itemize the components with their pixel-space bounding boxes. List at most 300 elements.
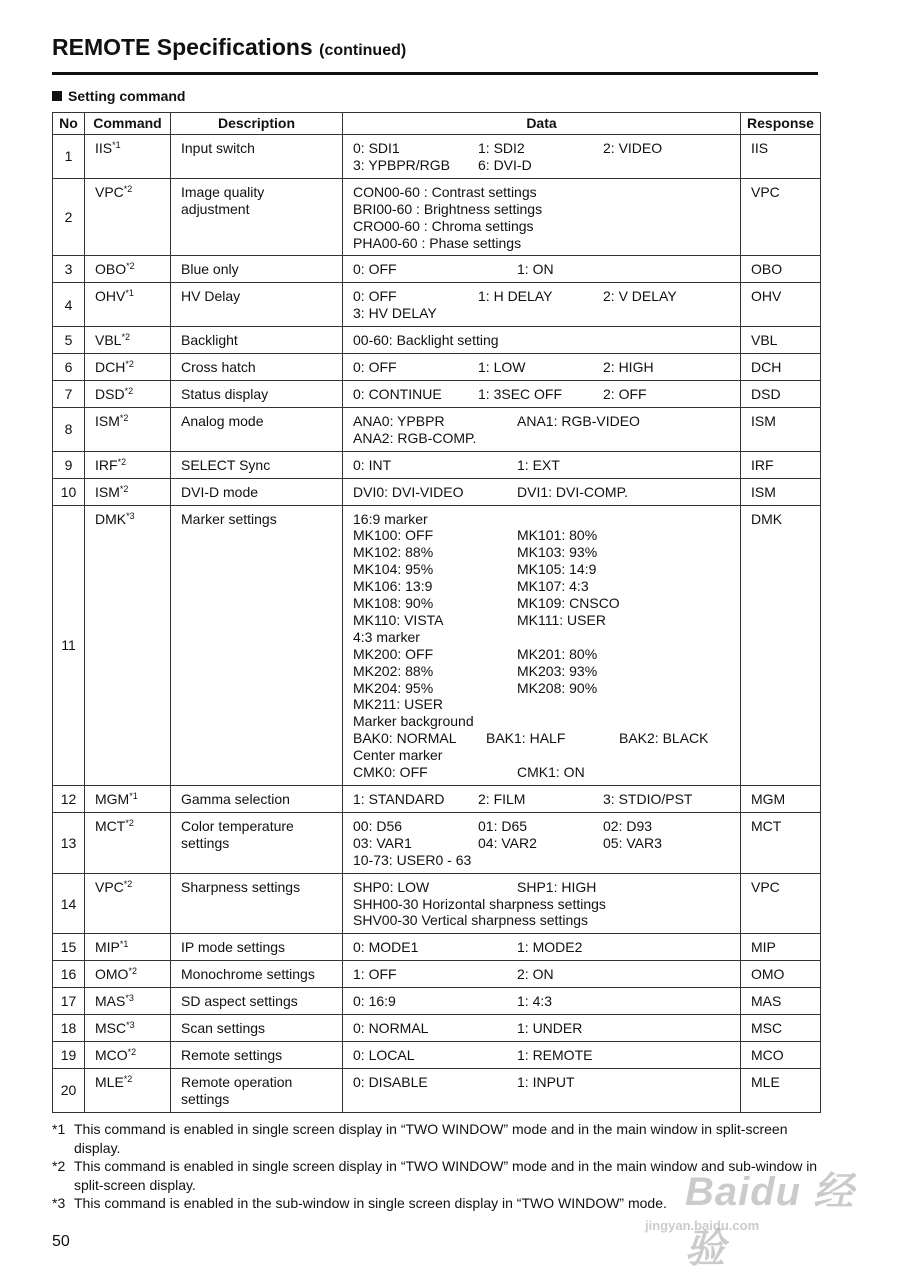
data-line: ANA2: RGB-COMP.	[353, 429, 477, 446]
footnote-ref: *1	[112, 140, 121, 150]
row-number: 5	[53, 327, 85, 354]
footnote-ref: *2	[125, 359, 134, 370]
description-line: HV Delay	[181, 288, 241, 305]
header-response: Response	[741, 113, 821, 135]
data-cell	[343, 407, 741, 451]
response-cell: VPC	[741, 873, 821, 934]
square-bullet-icon	[52, 91, 62, 101]
footnote-ref: *2	[123, 878, 133, 889]
data-value: CMK0: OFF	[353, 764, 428, 781]
data-value: 0: INT	[353, 456, 392, 473]
table-row	[53, 812, 821, 873]
command-cell	[85, 380, 171, 407]
data-cell	[343, 786, 741, 813]
row-number: 6	[53, 354, 85, 381]
data-value: 1: MODE2	[517, 939, 583, 956]
command-cell	[85, 505, 171, 786]
data-line	[353, 1074, 740, 1091]
row-number: 9	[53, 451, 85, 478]
command-code: VBL	[95, 332, 122, 349]
description-line: adjustment	[181, 200, 250, 217]
data-line: 00-60: Backlight setting	[353, 332, 499, 349]
table-row	[53, 256, 821, 283]
data-line: MK211: USER	[353, 696, 443, 713]
table-row	[53, 1015, 821, 1042]
data-cell	[343, 505, 741, 786]
data-value: MK105: 14:9	[517, 561, 597, 578]
data-line	[353, 818, 740, 835]
footnote	[52, 1120, 820, 1157]
command-code: IIS	[95, 140, 113, 156]
description-line: Color temperature	[181, 817, 294, 834]
data-line	[353, 288, 740, 305]
data-value: 1: 3SEC OFF	[478, 385, 563, 402]
data-line	[353, 966, 740, 983]
data-value: 0: SDI1	[353, 140, 400, 156]
row-number: 15	[53, 934, 85, 961]
footnote-mark: *2	[52, 1158, 66, 1174]
description-line: Input switch	[181, 140, 255, 156]
setting-command-table	[52, 112, 821, 1113]
data-value: 0: NORMAL	[353, 1020, 429, 1037]
data-value: MK108: 90%	[353, 595, 434, 612]
section-heading-text: Setting command	[68, 88, 186, 104]
command-cell	[85, 873, 171, 934]
data-value: 1: UNDER	[517, 1020, 583, 1037]
data-cell	[343, 380, 741, 407]
data-cell	[343, 478, 741, 505]
data-line: 3: HV DELAY	[353, 305, 437, 322]
page-title-text: REMOTE Specifications	[52, 34, 313, 60]
data-line: Marker background	[353, 713, 474, 730]
row-number: 3	[53, 256, 85, 283]
data-line: Center marker	[353, 747, 443, 764]
description-line: SD aspect settings	[181, 993, 298, 1010]
table-row	[53, 1068, 821, 1112]
command-code: ISM	[95, 412, 120, 429]
command-cell	[85, 283, 171, 327]
data-value: MK107: 4:3	[517, 578, 589, 595]
data-cell	[343, 1068, 741, 1112]
data-value: 0: OFF	[353, 261, 397, 278]
table-row	[53, 135, 821, 179]
page-number: 50	[52, 1233, 70, 1250]
data-value: 03: VAR1	[353, 834, 412, 851]
row-number: 8	[53, 407, 85, 451]
row-number: 11	[53, 505, 85, 786]
command-cell	[85, 1068, 171, 1112]
command-cell	[85, 988, 171, 1015]
footnote-ref: *2	[117, 456, 127, 467]
footnote-mark: *3	[52, 1195, 66, 1211]
data-cell	[343, 283, 741, 327]
footnote-ref: *1	[125, 288, 134, 299]
footnote-ref: *2	[119, 483, 129, 494]
row-number: 7	[53, 380, 85, 407]
data-cell	[343, 1041, 741, 1068]
description-line: Remote operation	[181, 1073, 293, 1090]
data-cell	[343, 451, 741, 478]
command-code: OHV	[95, 288, 126, 305]
command-code: DMK	[95, 510, 127, 527]
data-value: 1: INPUT	[517, 1073, 575, 1090]
data-line	[353, 764, 740, 781]
data-value: 1: H DELAY	[478, 288, 553, 305]
response-cell: MCT	[741, 812, 821, 873]
command-code: IRF	[95, 456, 118, 473]
response-cell: DCH	[741, 354, 821, 381]
data-cell	[343, 327, 741, 354]
description-cell	[171, 812, 343, 873]
description-cell	[171, 961, 343, 988]
row-number: 2	[53, 178, 85, 256]
data-line	[353, 157, 740, 174]
description-line: settings	[181, 834, 230, 851]
description-line: Sharpness settings	[181, 878, 301, 895]
data-value: CMK1: ON	[517, 764, 585, 781]
table-row	[53, 873, 821, 934]
footnote-ref: *2	[123, 1073, 133, 1084]
footnote-ref: *3	[126, 510, 135, 521]
table-row	[53, 478, 821, 505]
description-line: DVI-D mode	[181, 483, 259, 500]
row-number: 16	[53, 961, 85, 988]
data-value: MK208: 90%	[517, 679, 598, 696]
command-cell	[85, 135, 171, 179]
row-number: 20	[53, 1068, 85, 1112]
response-cell: IRF	[741, 451, 821, 478]
response-cell: MIP	[741, 934, 821, 961]
footnote-ref: *2	[123, 183, 133, 194]
table-row	[53, 934, 821, 961]
response-cell: MSC	[741, 1015, 821, 1042]
data-line	[353, 484, 740, 501]
response-cell: MCO	[741, 1041, 821, 1068]
data-value: 02: D93	[603, 817, 653, 834]
data-value: 0: MODE1	[353, 939, 419, 956]
description-cell	[171, 135, 343, 179]
data-line: SHH00-30 Horizontal sharpness settings	[353, 895, 606, 912]
data-value: 6: DVI-D	[478, 156, 532, 173]
description-line: Marker settings	[181, 510, 277, 527]
data-line	[353, 413, 740, 430]
row-number: 17	[53, 988, 85, 1015]
data-value: 01: D65	[478, 817, 528, 834]
data-line	[353, 386, 740, 403]
data-line	[353, 791, 740, 808]
data-value: 3: STDIO/PST	[603, 791, 693, 807]
data-value: MK104: 95%	[353, 561, 434, 578]
data-value: DVI1: DVI-COMP.	[517, 483, 628, 500]
data-line	[353, 1047, 740, 1064]
table-row	[53, 451, 821, 478]
description-line: settings	[181, 1090, 230, 1107]
description-line: IP mode settings	[181, 939, 286, 956]
data-value: 1: REMOTE	[517, 1046, 593, 1063]
description-line: Analog mode	[181, 412, 264, 429]
data-line: CRO00-60 : Chroma settings	[353, 217, 534, 234]
footnote-ref: *2	[124, 385, 134, 396]
table-body	[53, 135, 821, 1113]
data-value: MK102: 88%	[353, 544, 434, 561]
data-line: BRI00-60 : Brightness settings	[353, 200, 543, 217]
data-value: 0: LOCAL	[353, 1046, 415, 1063]
response-cell: DSD	[741, 380, 821, 407]
data-cell	[343, 961, 741, 988]
command-code: MGM	[95, 791, 130, 807]
data-value: 2: ON	[517, 966, 554, 983]
data-value: MK103: 93%	[517, 544, 598, 561]
row-number: 19	[53, 1041, 85, 1068]
data-line	[353, 835, 740, 852]
command-code: OBO	[95, 261, 127, 278]
row-number: 4	[53, 283, 85, 327]
data-cell	[343, 1015, 741, 1042]
data-value: 05: VAR3	[603, 834, 662, 851]
data-value: 2: FILM	[478, 791, 526, 807]
response-cell: MAS	[741, 988, 821, 1015]
command-cell	[85, 1015, 171, 1042]
table-row	[53, 786, 821, 813]
data-value: 00: D56	[353, 817, 403, 834]
data-line	[353, 879, 740, 896]
data-value: ANA0: YPBPR	[353, 412, 445, 429]
description-cell	[171, 478, 343, 505]
row-number: 12	[53, 786, 85, 813]
command-cell	[85, 451, 171, 478]
data-line	[353, 544, 740, 561]
command-cell	[85, 354, 171, 381]
description-line: Monochrome settings	[181, 966, 315, 983]
footnote-ref: *2	[128, 966, 137, 977]
data-line	[353, 730, 740, 747]
header-command: Command	[85, 113, 171, 135]
data-value: MK109: CNSCO	[517, 595, 620, 612]
description-line: Image quality	[181, 183, 265, 200]
data-line	[353, 561, 740, 578]
footnote-text: This command is enabled in the sub-window in single screen display in “TWO WINDOW” mode.	[74, 1195, 667, 1211]
data-value: 1: STANDARD	[353, 791, 445, 807]
description-line: Remote settings	[181, 1046, 283, 1063]
response-cell: ISM	[741, 478, 821, 505]
data-line	[353, 261, 740, 278]
response-cell: OMO	[741, 961, 821, 988]
data-cell	[343, 354, 741, 381]
description-cell	[171, 1041, 343, 1068]
footnote-ref: *2	[121, 332, 130, 343]
command-cell	[85, 934, 171, 961]
description-line: SELECT Sync	[181, 456, 271, 473]
description-cell	[171, 283, 343, 327]
command-code: MAS	[95, 993, 126, 1010]
description-line: Scan settings	[181, 1020, 266, 1037]
data-line	[353, 595, 740, 612]
watermark-logo: Baidu 经验	[685, 1170, 855, 1271]
data-value: MK111: USER	[517, 611, 606, 628]
data-value: 3: YPBPR/RGB	[353, 156, 451, 173]
response-cell: ISM	[741, 407, 821, 451]
command-code: OMO	[95, 966, 129, 983]
data-value: 2: VIDEO	[603, 140, 663, 156]
footnote-ref: *2	[126, 261, 135, 272]
footnote-ref: *3	[125, 993, 134, 1004]
data-value: 04: VAR2	[478, 834, 537, 851]
table-row	[53, 407, 821, 451]
footnote-mark: *1	[52, 1121, 66, 1137]
data-line: CON00-60 : Contrast settings	[353, 183, 537, 200]
response-cell: DMK	[741, 505, 821, 786]
data-line	[353, 1020, 740, 1037]
data-cell	[343, 178, 741, 256]
command-cell	[85, 786, 171, 813]
table-row	[53, 988, 821, 1015]
data-value: 1: 4:3	[517, 993, 553, 1010]
data-value: MK110: VISTA	[353, 611, 444, 628]
footnote-ref: *1	[129, 791, 138, 801]
data-value: MK201: 80%	[517, 645, 598, 662]
data-line	[353, 939, 740, 956]
command-code: ISM	[95, 483, 120, 500]
data-value: 0: 16:9	[353, 993, 396, 1010]
data-cell	[343, 988, 741, 1015]
data-value: SHP0: LOW	[353, 878, 430, 895]
table-row	[53, 1041, 821, 1068]
data-value: 1: LOW	[478, 359, 526, 376]
command-code: MLE	[95, 1073, 124, 1090]
data-value: 1: SDI2	[478, 140, 525, 156]
data-value: BAK1: HALF	[486, 730, 566, 747]
command-cell	[85, 1041, 171, 1068]
data-value: 0: CONTINUE	[353, 385, 442, 402]
data-line	[353, 527, 740, 544]
footnote-ref: *2	[127, 1046, 137, 1057]
table-row	[53, 380, 821, 407]
footnote-ref: *1	[119, 939, 129, 950]
header-no: No	[53, 113, 85, 135]
description-cell	[171, 178, 343, 256]
response-cell: MLE	[741, 1068, 821, 1112]
data-value: 2: OFF	[603, 385, 647, 402]
row-number: 1	[53, 135, 85, 179]
description-line: Blue only	[181, 261, 239, 278]
data-value: MK106: 13:9	[353, 578, 433, 595]
data-cell	[343, 256, 741, 283]
data-line: 10-73: USER0 - 63	[353, 851, 472, 868]
data-line: 4:3 marker	[353, 628, 420, 645]
table-row	[53, 961, 821, 988]
row-number: 18	[53, 1015, 85, 1042]
description-line: Gamma selection	[181, 791, 290, 807]
data-value: MK202: 88%	[353, 662, 434, 679]
data-value: 1: EXT	[517, 456, 560, 473]
description-cell	[171, 256, 343, 283]
command-code: MCO	[95, 1046, 128, 1063]
data-line	[353, 646, 740, 663]
description-cell	[171, 873, 343, 934]
data-line: PHA00-60 : Phase settings	[353, 234, 522, 251]
data-value: 0: OFF	[353, 288, 397, 305]
title-rule	[52, 72, 818, 75]
description-cell	[171, 505, 343, 786]
data-value: 2: HIGH	[603, 359, 654, 376]
table-row	[53, 283, 821, 327]
data-value: 0: OFF	[353, 359, 397, 376]
table-header-row	[53, 113, 821, 135]
page-title	[52, 34, 406, 61]
command-code: VPC	[95, 183, 124, 200]
description-cell	[171, 1068, 343, 1112]
table-row	[53, 505, 821, 786]
watermark-url: jingyan.baidu.com	[645, 1218, 760, 1233]
section-heading	[52, 88, 185, 104]
footnote-ref: *3	[126, 1020, 135, 1031]
description-cell	[171, 988, 343, 1015]
footnote-text: This command is enabled in single screen display in “TWO WINDOW” mode and in the main window and sub-window in split-screen display.	[74, 1158, 818, 1193]
response-cell: IIS	[741, 135, 821, 179]
header-description: Description	[171, 113, 343, 135]
data-line	[353, 578, 740, 595]
data-line	[353, 680, 740, 697]
data-line	[353, 663, 740, 680]
command-code: DCH	[95, 359, 126, 376]
description-line: Cross hatch	[181, 359, 256, 376]
data-value: SHP1: HIGH	[517, 878, 597, 895]
data-value: MK200: OFF	[353, 645, 434, 662]
data-line: SHV00-30 Vertical sharpness settings	[353, 912, 589, 929]
command-cell	[85, 478, 171, 505]
response-cell: MGM	[741, 786, 821, 813]
row-number: 10	[53, 478, 85, 505]
data-value: BAK0: NORMAL	[353, 730, 457, 747]
description-cell	[171, 354, 343, 381]
command-cell	[85, 961, 171, 988]
response-cell: OBO	[741, 256, 821, 283]
footnote-text: This command is enabled in single screen display in “TWO WINDOW” mode and in the main window in split-screen display.	[74, 1121, 788, 1156]
data-line	[353, 612, 740, 629]
data-cell	[343, 135, 741, 179]
command-code: MSC	[95, 1020, 127, 1037]
row-number: 13	[53, 812, 85, 873]
data-cell	[343, 812, 741, 873]
command-cell	[85, 407, 171, 451]
footnote-ref: *2	[119, 412, 129, 423]
description-cell	[171, 786, 343, 813]
data-cell	[343, 934, 741, 961]
data-value: 2: V DELAY	[603, 288, 677, 305]
data-value: MK204: 95%	[353, 679, 434, 696]
table-row	[53, 354, 821, 381]
command-code: VPC	[95, 878, 124, 895]
command-code: MCT	[95, 817, 126, 834]
data-cell	[343, 873, 741, 934]
command-cell	[85, 256, 171, 283]
data-value: 1: ON	[517, 261, 554, 278]
response-cell: VPC	[741, 178, 821, 256]
command-code: MIP	[95, 939, 120, 956]
command-code: DSD	[95, 385, 125, 402]
data-value: BAK2: BLACK	[619, 730, 709, 747]
data-line	[353, 993, 740, 1010]
data-value: ANA1: RGB-VIDEO	[517, 412, 640, 429]
command-cell	[85, 327, 171, 354]
data-line	[353, 359, 740, 376]
description-cell	[171, 1015, 343, 1042]
command-cell	[85, 812, 171, 873]
data-value: MK101: 80%	[517, 527, 598, 544]
response-cell: OHV	[741, 283, 821, 327]
description-cell	[171, 380, 343, 407]
description-cell	[171, 327, 343, 354]
